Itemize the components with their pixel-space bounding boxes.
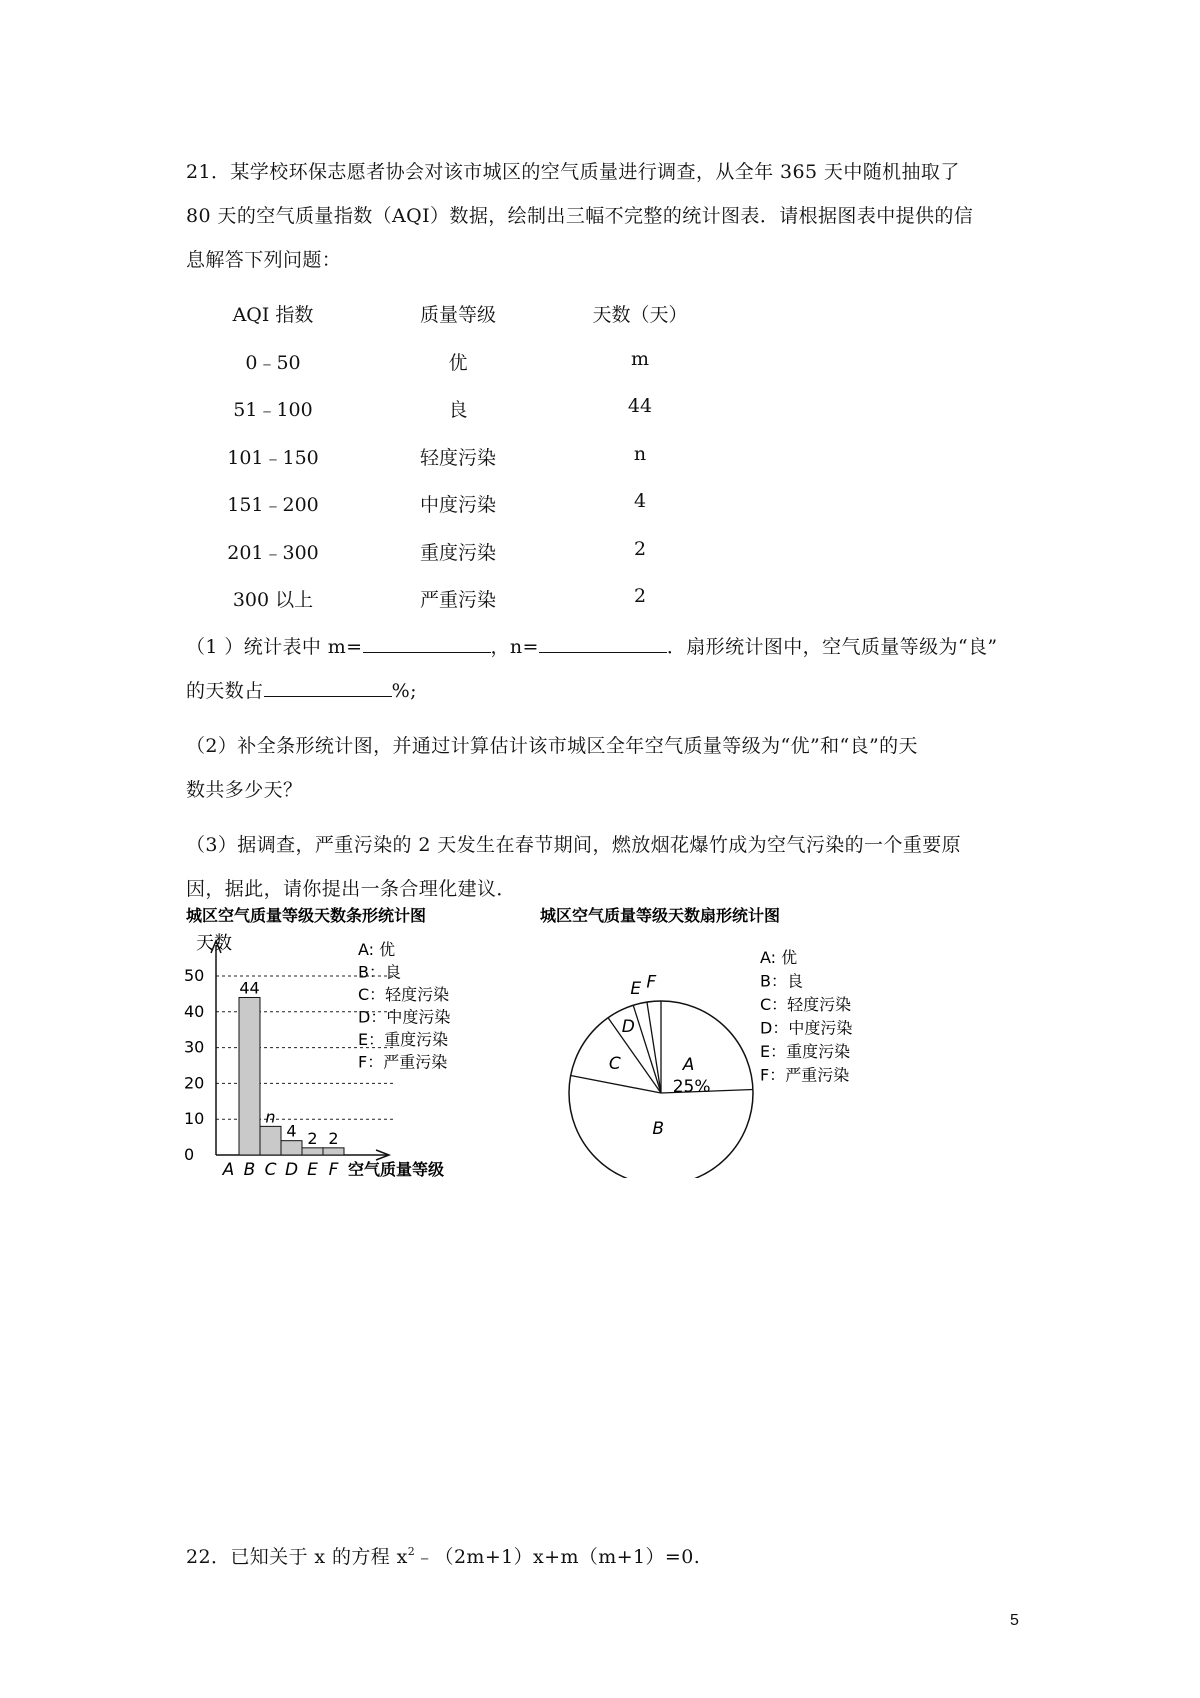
bar-category-label: B — [243, 1160, 256, 1178]
bar-legend-item: E：重度污染 — [358, 1030, 449, 1049]
q21-part-3-line-2: 因，据此，请你提出一条合理化建议． — [186, 878, 516, 900]
table-cell: n — [633, 442, 647, 465]
pie-legend-item: F：严重污染 — [760, 1065, 850, 1085]
table-header-cell: 天数（天） — [592, 304, 688, 326]
q21-intro-line-1: 21．某学校环保志愿者协会对该市城区的空气质量进行调查，从全年 365 天中随机抽取了 — [186, 161, 960, 183]
pie-legend-item: D：中度污染 — [760, 1018, 853, 1038]
pie-slice-boundary — [633, 1005, 661, 1093]
q21-part-1-line-2 — [186, 676, 417, 703]
bar — [239, 997, 260, 1155]
table-header-cell: 质量等级 — [419, 304, 496, 326]
q22-line — [186, 1542, 700, 1569]
bar-y-tick-label: 20 — [184, 1073, 205, 1093]
bar-chart-legend — [358, 940, 450, 1072]
table-cell: 300 以上 — [232, 589, 314, 611]
table-cell: 101﹣150 — [227, 446, 319, 469]
table-cell: 良 — [448, 399, 468, 421]
q21-intro-line-2: 80 天的空气质量指数（AQI）数据，绘制出三幅不完整的统计图表．请根据图表中提供的信 — [186, 205, 974, 227]
q1-text-b: ，n= — [490, 636, 539, 658]
bar — [302, 1148, 323, 1155]
bar-data-label: 4 — [286, 1121, 297, 1141]
bar-category-label: C — [264, 1160, 277, 1178]
pie-chart-title: 城区空气质量等级天数扇形统计图 — [540, 906, 781, 925]
pie-slice-label: A — [682, 1055, 695, 1076]
q1-text-e: %; — [391, 680, 417, 702]
pie-legend-item: B：良 — [760, 971, 803, 991]
pie-legend-item: C：轻度污染 — [760, 995, 852, 1014]
pie-legend-item: A: 优 — [760, 948, 798, 967]
table-cell: 44 — [627, 395, 653, 417]
table-cell: 重度污染 — [419, 541, 496, 564]
pie-legend-item: E：重度污染 — [760, 1042, 851, 1061]
bar-data-label: 44 — [239, 978, 260, 998]
bar-category-label: D — [284, 1160, 299, 1178]
pie-slice-label: C — [608, 1054, 621, 1075]
pie-slice-boundary — [647, 1002, 661, 1093]
q22-text-b: ﹣（2m+1）x+m（m+1）=0. — [415, 1546, 701, 1568]
bar-legend-item: C：轻度污染 — [358, 985, 450, 1004]
table-cell: 2 — [633, 585, 647, 607]
bar-chart-title: 城区空气质量等级天数条形统计图 — [186, 906, 427, 925]
table-cell: 中度污染 — [419, 494, 496, 516]
bar — [323, 1148, 344, 1155]
q21-part-2-line-2: 数共多少天？ — [186, 779, 303, 801]
bar — [281, 1141, 302, 1155]
bar-legend-item: A: 优 — [358, 940, 396, 959]
pie-slice-boundary — [571, 1075, 661, 1093]
bar-y-tick-label: 10 — [184, 1109, 205, 1129]
q21-part-3-line-1: （3）据调查，严重污染的 2 天发生在春节期间，燃放烟花爆竹成为空气污染的一个重要原 — [186, 834, 962, 856]
pie-slice-label: D — [621, 1016, 635, 1037]
bar-category-label: E — [307, 1160, 318, 1178]
q22-exponent: 2 — [407, 1545, 416, 1558]
table-cell: 严重污染 — [419, 589, 496, 611]
q1-text-d: 的天数占 — [186, 680, 264, 702]
table-cell: 4 — [633, 490, 647, 512]
table-cell: 51﹣100 — [233, 399, 313, 421]
bar-data-label: 2 — [328, 1128, 339, 1148]
pie-slice-percent: 25% — [672, 1077, 711, 1098]
bar-category-label: A — [222, 1160, 235, 1178]
bar-y-tick-label: 0 — [184, 1145, 195, 1164]
bar — [260, 1126, 281, 1155]
q21-intro-line-3: 息解答下列问题： — [186, 249, 342, 271]
table-cell: m — [630, 347, 650, 370]
bar-legend-item: D：中度污染 — [358, 1007, 451, 1027]
table-header-cell: AQI 指数 — [232, 304, 314, 326]
bar-chart-ylabel: 天数 — [196, 933, 232, 954]
page-number: 5 — [1010, 1612, 1019, 1629]
bar-data-label: n — [265, 1107, 276, 1127]
bar-legend-item: F：严重污染 — [358, 1052, 448, 1072]
bar-data-label: 2 — [307, 1128, 318, 1148]
table-cell: 201﹣300 — [227, 541, 319, 564]
pie-slice-label: F — [646, 972, 657, 993]
table-cell: 151﹣200 — [227, 494, 319, 516]
q1-text-c: ．扇形统计图中，空气质量等级为“良” — [666, 636, 998, 658]
table-cell: 轻度污染 — [419, 446, 496, 469]
table-cell: 优 — [448, 351, 468, 374]
pie-slice-label: E — [630, 978, 642, 999]
pie-chart-legend — [760, 948, 852, 1085]
table-cell: 0﹣50 — [245, 351, 301, 374]
bar-legend-item: B：良 — [358, 962, 401, 982]
answer-blank-percent[interactable] — [264, 678, 392, 697]
q1-text-a: （1 ）统计表中 m= — [186, 636, 363, 658]
table-cell: 2 — [633, 537, 647, 560]
q21-part-2-line-1: （2）补全条形统计图，并通过计算估计该市城区全年空气质量等级为“优”和“良”的天 — [186, 735, 918, 757]
q22-text-a: 22．已知关于 x 的方程 x — [186, 1546, 408, 1568]
pie-slice-label: B — [652, 1118, 664, 1139]
answer-blank-m[interactable] — [363, 634, 491, 653]
bar-y-tick-label: 50 — [184, 966, 205, 985]
answer-blank-n[interactable] — [539, 634, 667, 653]
bar-y-tick-label: 40 — [184, 1001, 205, 1021]
bar-y-tick-label: 30 — [184, 1037, 205, 1057]
bar-chart-xlabel: 空气质量等级 — [348, 1160, 445, 1178]
q21-part-1-line-1 — [186, 632, 998, 659]
bar-category-label: F — [328, 1160, 339, 1178]
bar-chart — [178, 903, 538, 1178]
pie-chart — [530, 903, 890, 1178]
